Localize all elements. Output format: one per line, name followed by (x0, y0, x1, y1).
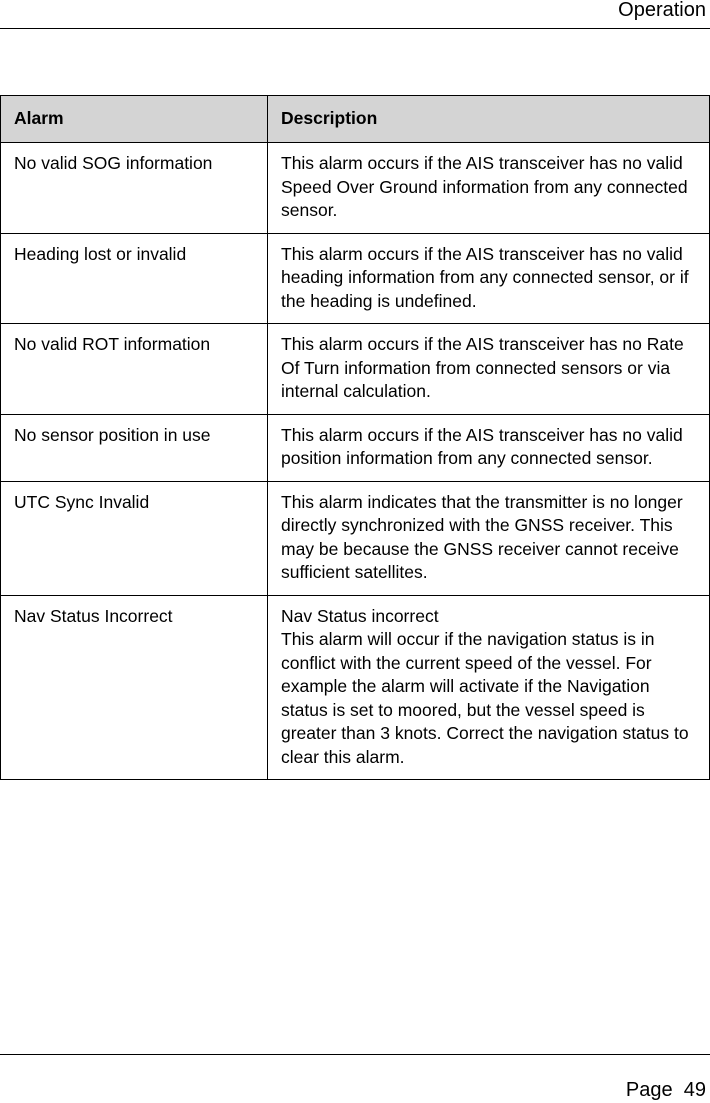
description-text: This alarm indicates that the transmitter is no longer directly synchronized with the GNSS receiver. This may be because the GNSS receiver cannot receive sufficient satellites. (281, 491, 683, 582)
alarm-name-cell: No sensor position in use (1, 414, 268, 481)
description-text: This alarm occurs if the AIS transceiver has no valid position information from any connected sensor. (281, 424, 683, 468)
table-header-row (1, 96, 710, 143)
table-row (1, 324, 710, 415)
alarm-description-cell (268, 595, 710, 780)
alarm-table (0, 95, 710, 780)
alarm-name-cell: UTC Sync Invalid (1, 481, 268, 595)
header-divider (0, 28, 710, 29)
table-row (1, 233, 710, 324)
page-number: Page 49 (625, 1079, 706, 1101)
table-row (1, 595, 710, 780)
alarm-description-cell (268, 414, 710, 481)
table-row (1, 143, 710, 234)
alarm-name-cell: No valid ROT information (1, 324, 268, 415)
alarm-name-cell: No valid SOG information (1, 143, 268, 234)
alarm-description-cell (268, 324, 710, 415)
description-text: This alarm occurs if the AIS transceiver has no valid heading information from any connected sensor, or if the heading is undefined. (281, 243, 689, 311)
description-text: This alarm will occur if the navigation status is in conflict with the current speed of the vessel. For example the alarm will activate if the Navigation status is set to moored, but the vessel speed is greater than 3 knots. Correct the navigation status to clear this alarm. (281, 629, 689, 767)
column-header-description: Description (268, 96, 710, 143)
description-text: This alarm occurs if the AIS transceiver has no valid Speed Over Ground information from any connected sensor. (281, 153, 688, 220)
alarm-description-cell (268, 481, 710, 595)
alarm-name-cell: Nav Status Incorrect (1, 595, 268, 780)
alarm-name-cell: Heading lost or invalid (1, 233, 268, 324)
table-row (1, 414, 710, 481)
description-text: This alarm occurs if the AIS transceiver has no Rate Of Turn information from connected sensors or via internal calculation. (281, 334, 684, 401)
footer-divider (0, 1054, 710, 1055)
alarm-description-cell (268, 143, 710, 234)
page-header-title: Operation (618, 0, 706, 21)
table-row (1, 481, 710, 595)
table-body (1, 143, 710, 780)
description-text: Nav Status incorrect (281, 605, 439, 626)
column-header-alarm: Alarm (1, 96, 268, 143)
alarm-description-cell (268, 233, 710, 324)
